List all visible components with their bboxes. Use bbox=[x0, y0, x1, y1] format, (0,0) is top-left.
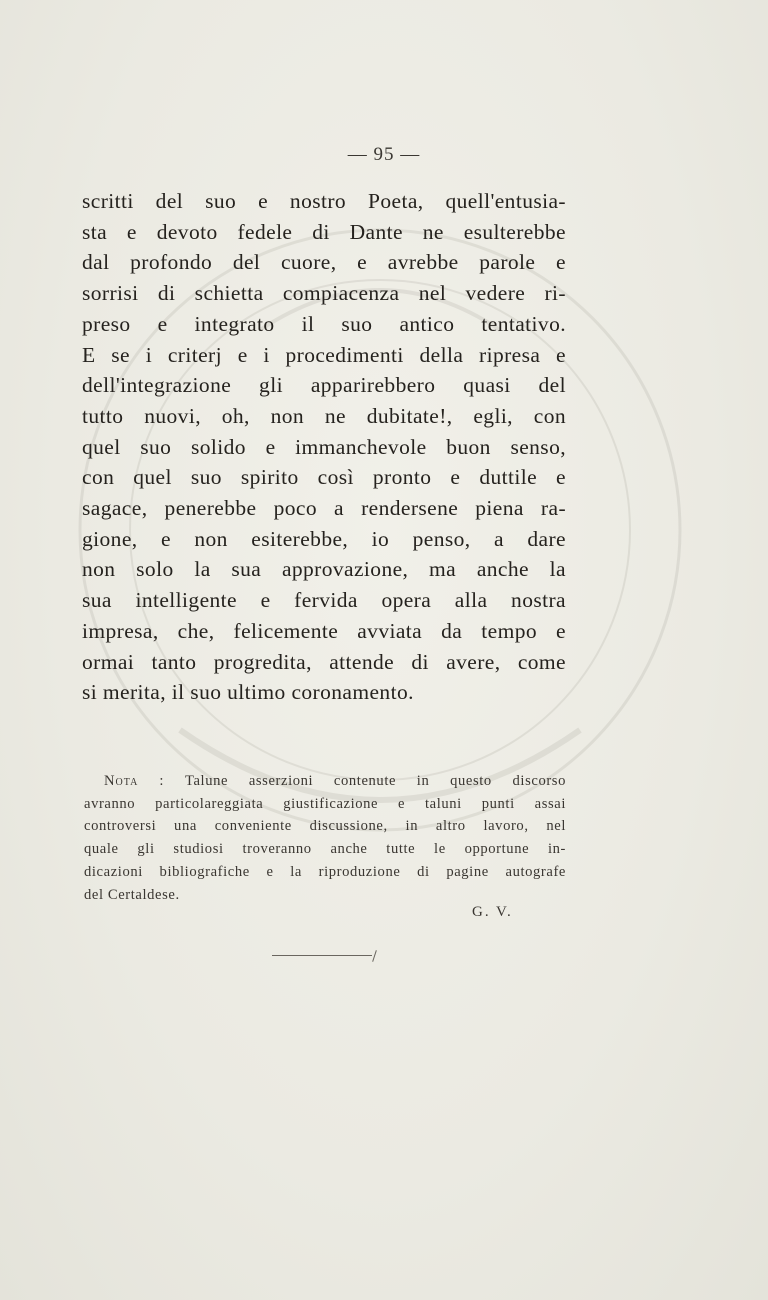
body-text bbox=[82, 186, 566, 708]
body-line: dal profondo del cuore, e avrebbe parole e bbox=[82, 250, 566, 275]
body-line: impresa, che, felicemente avviata da tempo e bbox=[82, 618, 566, 643]
footnote bbox=[84, 770, 566, 906]
end-rule bbox=[272, 955, 372, 956]
footnote-first-text: Talune asserzioni contenute in questo discorso bbox=[184, 773, 566, 789]
page-number: — 95 — bbox=[347, 144, 421, 165]
body-line: si merita, il suo ultimo coronamento. bbox=[82, 680, 414, 705]
footnote-line: quale gli studiosi troveranno anche tutte le opportune in- bbox=[84, 841, 566, 858]
footnote-line: del Certaldese. bbox=[84, 886, 180, 903]
body-line: con quel suo spirito così pronto e duttile e bbox=[82, 465, 566, 490]
body-line: dell'integrazione gli apparirebbero quasi del bbox=[82, 373, 566, 398]
footnote-line: controversi una conveniente discussione, in altro lavoro, nel bbox=[84, 818, 566, 835]
body-line: quel suo solido e immanchevole buon senso, bbox=[82, 434, 566, 459]
body-line: ormai tanto progredita, attende di avere, come bbox=[82, 649, 566, 674]
body-line: sta e devoto fedele di Dante ne esulterebbe bbox=[82, 219, 566, 244]
body-line: tutto nuovi, oh, non ne dubitate!, egli, con bbox=[82, 403, 566, 428]
body-line: non solo la sua approvazione, ma anche la bbox=[82, 557, 566, 582]
body-line: sorrisi di schietta compiacenza nel vedere ri- bbox=[82, 281, 566, 306]
footnote-line: avranno particolareggiata giustificazione e taluni punti assai bbox=[84, 795, 566, 812]
footnote-first-line bbox=[84, 770, 566, 793]
body-line: gione, e non esiterebbe, io penso, a dare bbox=[82, 526, 566, 551]
footnote-signature: G. V. bbox=[472, 904, 513, 920]
body-line: sagace, penerebbe poco a rendersene piena ra- bbox=[82, 496, 566, 521]
body-line: scritti del suo e nostro Poeta, quell'entusia- bbox=[82, 189, 566, 213]
body-line: E se i criterj e i procedimenti della ripresa e bbox=[82, 342, 566, 367]
footnote-line: dicazioni bibliografiche e la riproduzione di pagine autografe bbox=[84, 863, 566, 880]
footnote-label: Nota : bbox=[104, 773, 165, 789]
body-line: sua intelligente e fervida opera alla nostra bbox=[82, 588, 566, 613]
body-line: preso e integrato il suo antico tentativo. bbox=[82, 311, 566, 336]
